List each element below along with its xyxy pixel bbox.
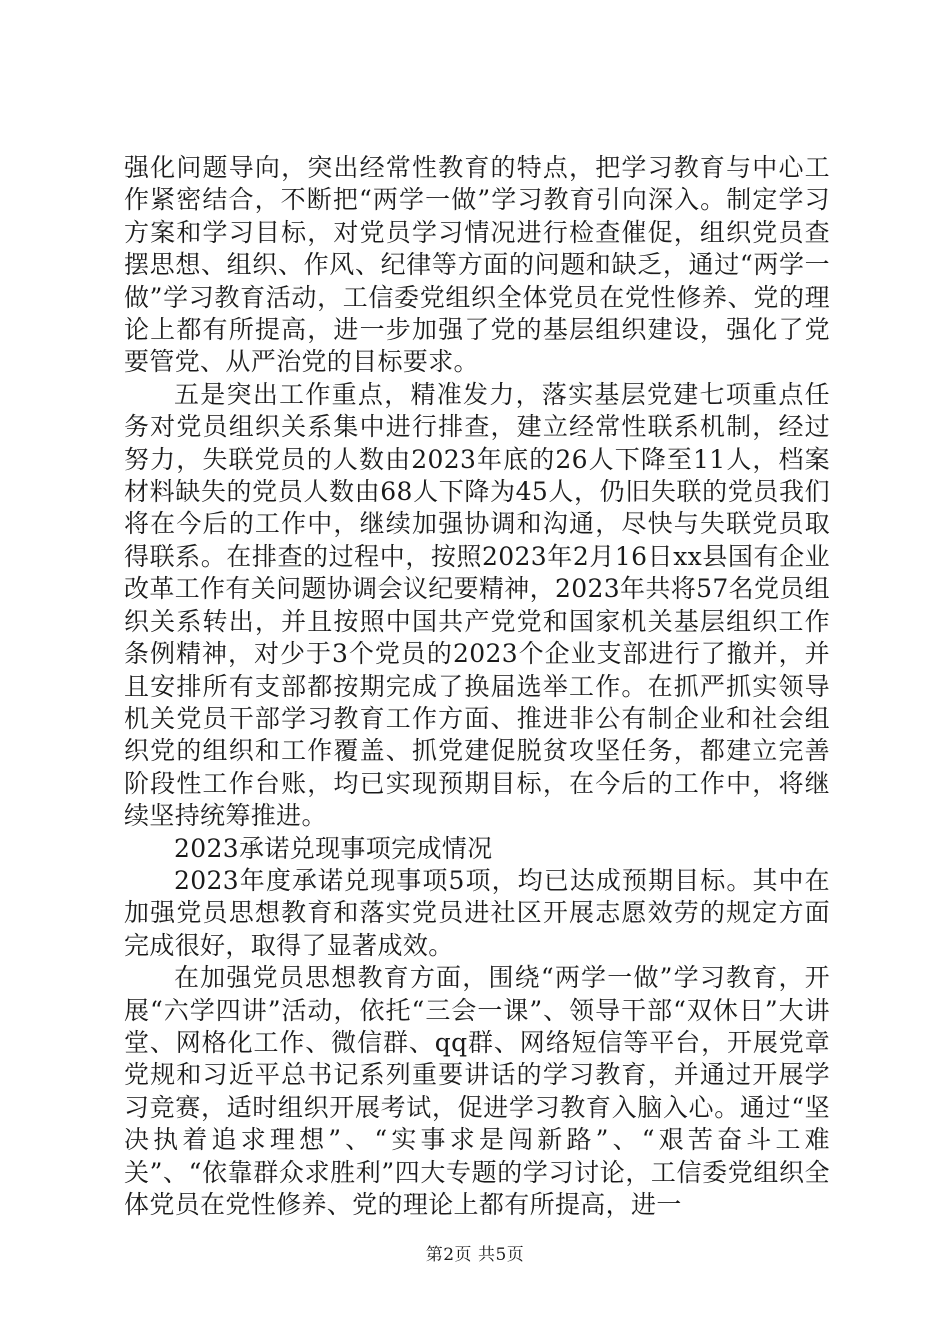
paragraph-point-five: 五是突出工作重点，精准发力，落实基层党建七项重点任务对党员组织关系集中进行排查，建立经常性联系机制，经过努力，失联党员的人数由2023年底的26人下降至11人，档案材料缺失的党员人数由68人下降为45人，仍旧失联的党员我们将在今后的工作中，继续加强协调和沟通，尽快与失联党员取得联系。在排查的过程中，按照2023年2月16日xx县国有企业改革工作有关问题协调会议纪要精神，2023年共将57名党员组织关系转出，并且按照中国共产党党和国家机关基层组织工作条例精神，对少于3个党员的2023个企业支部进行了撤并，并且安排所有支部都按期完成了换届选举工作。在抓严抓实领导机关党员干部学习教育工作方面、推进非公有制企业和社会组织党的组织和工作覆盖、抓党建促脱贫攻坚任务，都建立完善阶段性工作台账，均已实现预期目标，在今后的工作中，将继续坚持统筹推进。: [124, 379, 830, 831]
paragraph-ideological-education: 在加强党员思想教育方面，围绕“两学一做”学习教育，开展“六学四讲”活动，依托“三会一课”、领导干部“双休日”大讲堂、网格化工作、微信群、qq群、网络短信等平台，开展党章党规和习近平总书记系列重要讲话的学习教育，并通过开展学习竞赛，适时组织开展考试，促进学习教育入脑入心。通过“坚决执着追求理想”、“实事求是闯新路”、“艰苦奋斗工难关”、“依靠群众求胜利”四大专题的学习讨论，工信委党组织全体党员在党性修养、党的理论上都有所提高，进一: [124, 963, 830, 1219]
document-body: [124, 152, 830, 1221]
section-heading: 2023承诺兑现事项完成情况: [174, 833, 493, 863]
paragraph-commitment-summary: 2023年度承诺兑现事项5项，均已达成预期目标。其中在加强党员思想教育和落实党员进社区开展志愿效劳的规定方面完成很好，取得了显著成效。: [124, 865, 830, 960]
paragraph-continuation: 强化问题导向，突出经常性教育的特点，把学习教育与中心工作紧密结合，不断把“两学一做”学习教育引向深入。制定学习方案和学习目标，对党员学习情况进行检查催促，组织党员查摆思想、组织、作风、纪律等方面的问题和缺乏，通过“两学一做”学习教育活动，工信委党组织全体党员在党性修养、党的理论上都有所提高，进一步加强了党的基层组织建设，强化了党要管党、从严治党的目标要求。: [124, 153, 830, 377]
page-footer: 第2页 共5页: [425, 1245, 525, 1265]
